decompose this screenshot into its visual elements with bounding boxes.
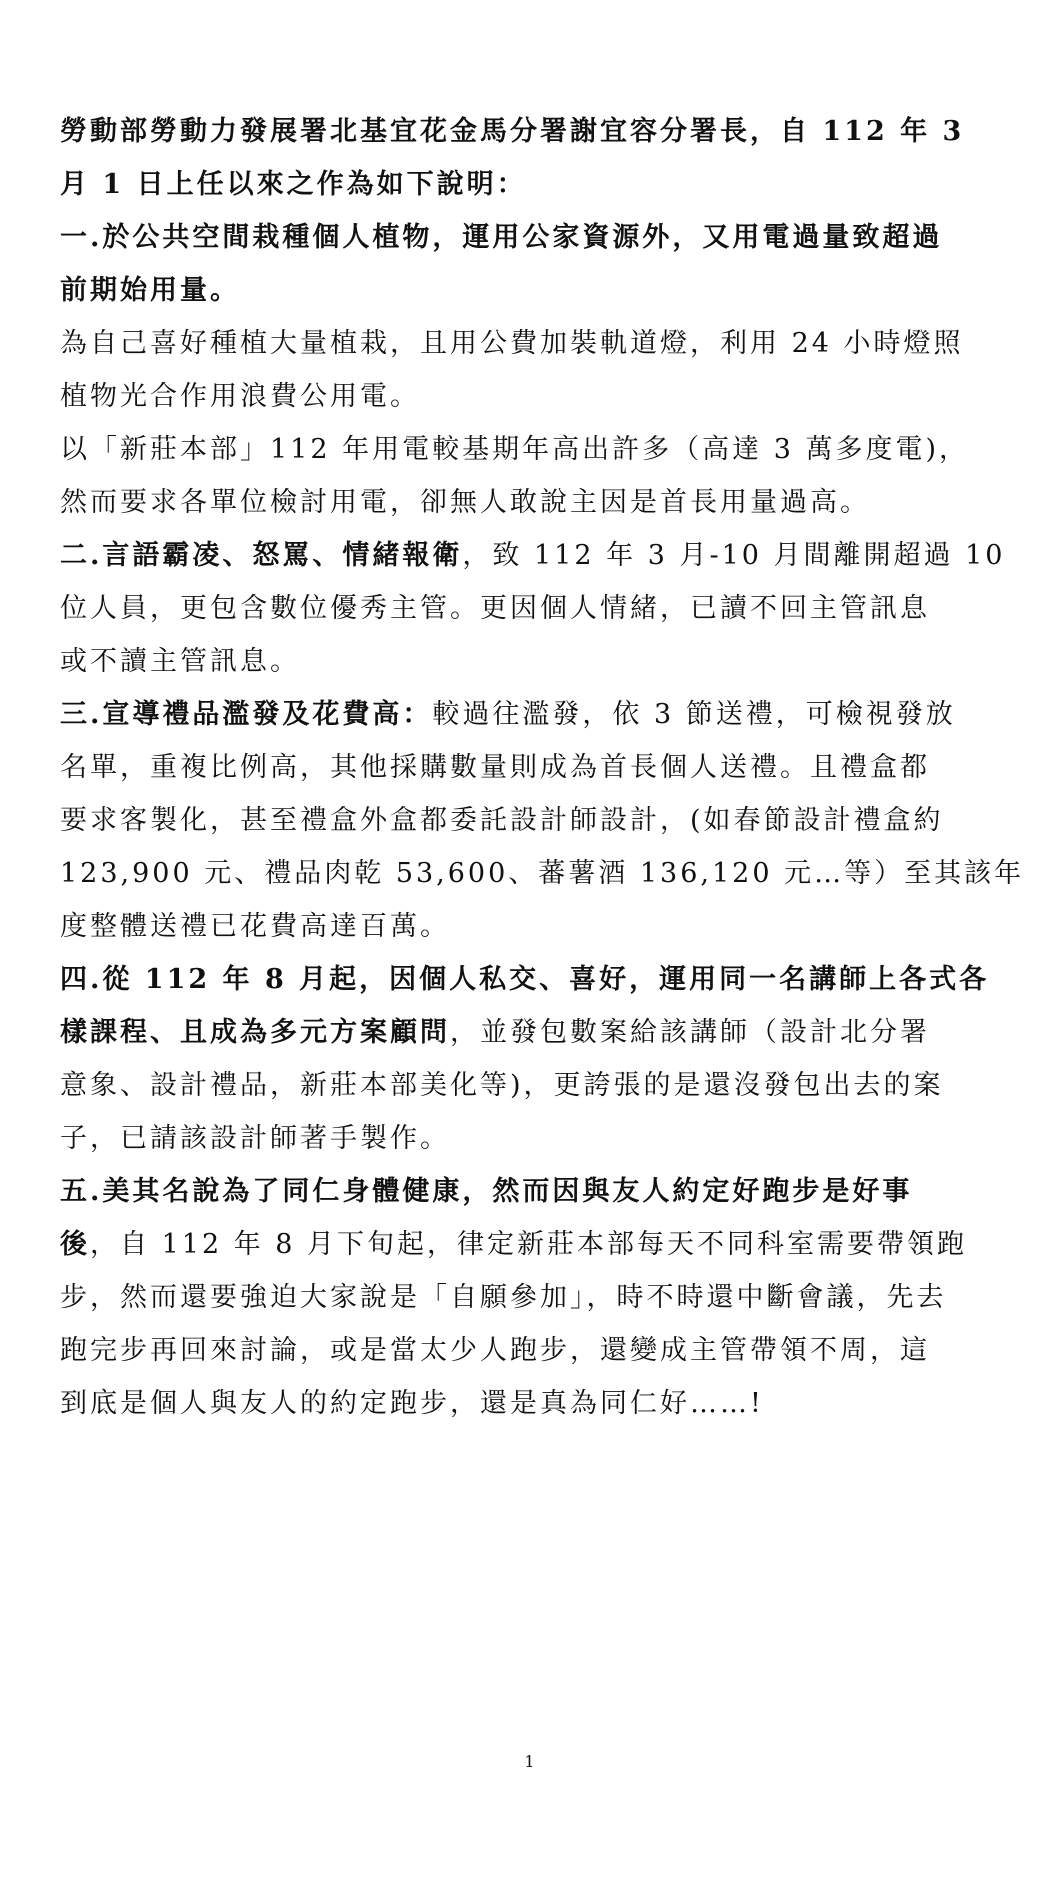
section-1-heading: 一.於公共空間栽種個人植物，運用公家資源外，又用電過量致超過 (60, 222, 943, 253)
section-1-paragraph: 植物光合作用浪費公用電。 (60, 381, 420, 412)
section-5-paragraph: 跑完步再回來討論，或是當太少人跑步，還變成主管帶領不周，這 (60, 1335, 930, 1366)
section-4-line (60, 1013, 1000, 1053)
section-3-paragraph: 要求客製化，甚至禮盒外盒都委託設計師設計，(如春節設計禮盒約 (60, 805, 944, 836)
section-3-heading: 三.宣導禮品濫發及花費高： (60, 699, 433, 730)
section-5-heading: 後 (60, 1229, 90, 1260)
section-4-heading: 樣課程、且成為多元方案顧問 (60, 1017, 450, 1048)
section-4-paragraph: 子，已請該設計師著手製作。 (60, 1123, 450, 1154)
section-5-paragraph: 步，然而還要強迫大家說是「自願參加」，時不時還中斷會議，先去 (60, 1282, 947, 1313)
section-2-paragraph: 或不讀主管訊息。 (60, 646, 300, 677)
section-5-line (60, 1225, 1000, 1265)
section-1-paragraph: 然而要求各單位檢討用電，卻無人敢說主因是首長用量過高。 (60, 487, 870, 518)
section-3-paragraph: 名單，重複比例高，其他採購數量則成為首長個人送禮。且禮盒都 (60, 752, 930, 783)
section-2-heading: 二.言語霸凌、怒罵、情緒報衛 (60, 540, 463, 571)
section-5-paragraph: 到底是個人與友人的約定跑步，還是真為同仁好……! (60, 1388, 764, 1419)
section-1-paragraph: 為自己喜好種植大量植栽，且用公費加裝軌道燈，利用 24 小時燈照 (60, 328, 964, 359)
intro-line: 月 1 日上任以來之作為如下說明： (60, 169, 527, 200)
section-5-heading: 五.美其名說為了同仁身體健康，然而因與友人約定好跑步是好事 (60, 1176, 913, 1207)
section-4-text: ，並發包數案給該講師（設計北分署 (450, 1017, 930, 1048)
section-3-paragraph: 123,900 元、禮品肉乾 53,600、蕃薯酒 136,120 元…等）至其該年 (60, 858, 1025, 889)
section-5-text: ，自 112 年 8 月下旬起，律定新莊本部每天不同科室需要帶領跑 (90, 1229, 968, 1260)
section-2-line (60, 536, 1006, 576)
section-2-paragraph: 位人員，更包含數位優秀主管。更因個人情緒，已讀不回主管訊息 (60, 593, 930, 624)
section-3-line (60, 695, 1000, 735)
section-1-paragraph: 以「新莊本部」112 年用電較基期年高出許多（高達 3 萬多度電)， (60, 434, 969, 465)
section-3-paragraph: 度整體送禮已花費高達百萬。 (60, 911, 450, 942)
page-number: 1 (524, 1752, 535, 1771)
section-1-heading: 前期始用量。 (60, 275, 240, 306)
intro-line: 勞動部勞動力發展署北基宜花金馬分署謝宜容分署長，自 112 年 3 (60, 116, 965, 147)
section-2-text: ，致 112 年 3 月-10 月間離開超過 10 (462, 540, 1006, 571)
section-4-heading: 四.從 112 年 8 月起，因個人私交、喜好，運用同一名講師上各式各 (60, 964, 990, 995)
section-3-text: 較過往濫發，依 3 節送禮，可檢視發放 (432, 699, 956, 730)
section-4-paragraph: 意象、設計禮品，新莊本部美化等)，更誇張的是還沒發包出去的案 (60, 1070, 944, 1101)
